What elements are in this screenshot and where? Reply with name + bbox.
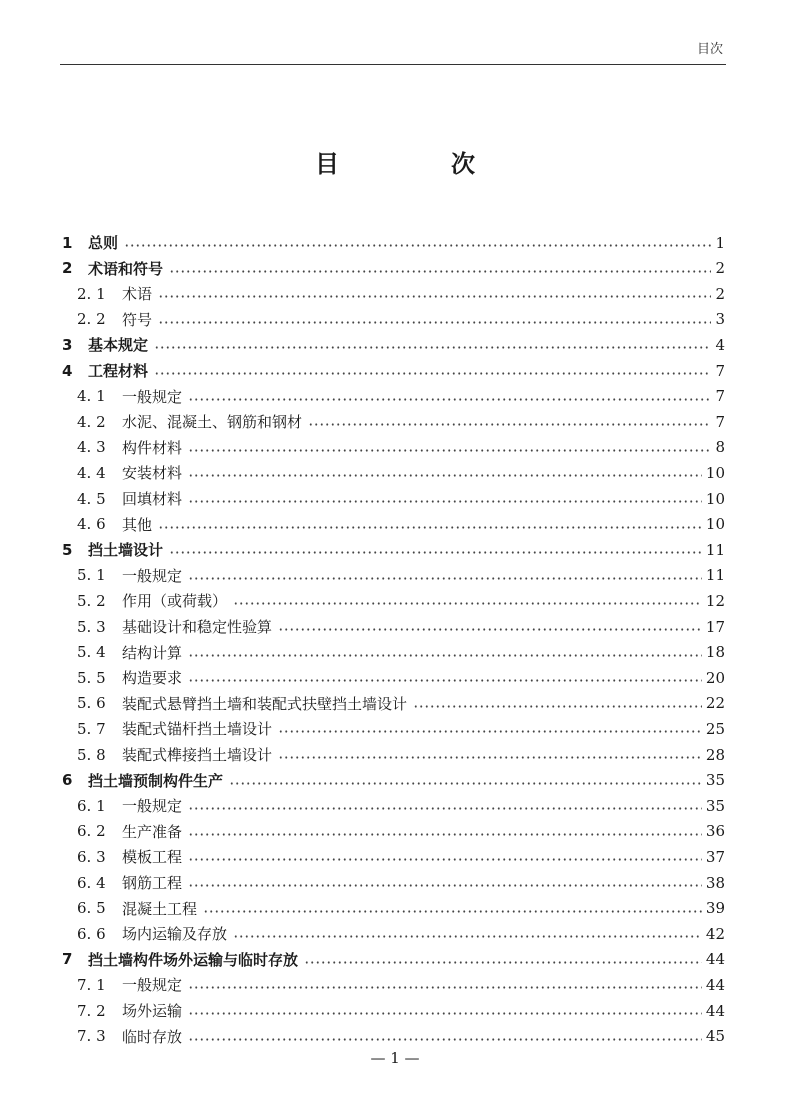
toc-title: 术语 (122, 285, 153, 304)
toc-number: 4. 1 (77, 387, 106, 406)
toc-leader-dots (304, 947, 702, 972)
toc-title: 一般规定 (122, 387, 183, 406)
page-number-footer: — 1 — (370, 1049, 420, 1067)
toc-number: 4. 3 (77, 438, 106, 457)
toc-leader-dots (154, 358, 711, 383)
toc-number: 7. 3 (77, 1027, 106, 1046)
toc-number: 5. 6 (77, 694, 106, 713)
toc-page-number: 11 (705, 566, 725, 585)
toc-chapter-row[interactable] (0, 332, 790, 357)
toc-number: 2. 1 (77, 284, 106, 303)
toc-leader-dots (188, 665, 702, 690)
toc-leader-dots (278, 716, 702, 741)
toc-page-number: 44 (705, 975, 725, 994)
toc-leader-dots (188, 486, 702, 511)
toc-leader-dots (188, 793, 702, 818)
toc-number: 3 (62, 335, 73, 354)
toc-leader-dots (169, 256, 711, 281)
toc-number: 4 (62, 361, 73, 380)
toc-page-number: 8 (715, 438, 725, 457)
toc-number: 2 (62, 259, 73, 278)
toc-number: 6. 6 (77, 924, 106, 943)
toc-section-row[interactable] (0, 972, 790, 997)
toc-chapter-row[interactable] (0, 256, 790, 281)
toc-page-number: 45 (705, 1027, 725, 1046)
toc-section-row[interactable] (0, 281, 790, 306)
toc-number: 7. 1 (77, 975, 106, 994)
toc-number: 6. 3 (77, 847, 106, 866)
toc-page-number: 2 (715, 259, 725, 278)
toc-section-row[interactable] (0, 435, 790, 460)
toc-section-row[interactable] (0, 1024, 790, 1049)
header-rule (60, 64, 726, 65)
toc-leader-dots (188, 384, 711, 409)
toc-chapter-row[interactable] (0, 358, 790, 383)
toc-number: 6. 5 (77, 899, 106, 918)
toc-page-number: 12 (705, 591, 725, 610)
toc-page-number: 25 (705, 719, 725, 738)
toc-section-row[interactable] (0, 512, 790, 537)
toc-section-row[interactable] (0, 793, 790, 818)
toc-title: 其他 (122, 515, 153, 534)
toc-section-row[interactable] (0, 307, 790, 332)
toc-title: 总则 (88, 234, 119, 252)
toc-section-row[interactable] (0, 588, 790, 613)
toc-page-number: 28 (705, 745, 725, 764)
toc-page-number: 3 (715, 310, 725, 329)
toc-leader-dots (188, 972, 702, 997)
toc-number: 6. 4 (77, 873, 106, 892)
toc-title: 结构计算 (122, 643, 183, 662)
toc-leader-dots (124, 230, 711, 255)
toc-section-row[interactable] (0, 716, 790, 741)
toc-section-row[interactable] (0, 614, 790, 639)
toc-title: 符号 (122, 310, 153, 329)
toc-page-number: 7 (715, 412, 725, 431)
toc-title: 钢筋工程 (122, 874, 183, 892)
toc-title: 一般规定 (122, 566, 183, 585)
toc-page-number: 4 (715, 335, 725, 354)
toc-title: 术语和符号 (88, 259, 164, 278)
toc-page-number: 18 (705, 643, 725, 662)
toc-title: 装配式锚杆挡土墙设计 (122, 720, 273, 739)
toc-chapter-row[interactable] (0, 947, 790, 972)
toc-page-number: 22 (705, 694, 725, 713)
toc-section-row[interactable] (0, 819, 790, 844)
toc-title: 临时存放 (122, 1027, 183, 1046)
toc-title: 回填材料 (122, 490, 183, 508)
toc-title: 一般规定 (122, 976, 183, 995)
toc-title: 一般规定 (122, 797, 183, 816)
toc-title: 基本规定 (88, 336, 149, 355)
toc-page-number: 36 (705, 822, 725, 841)
toc-section-row[interactable] (0, 486, 790, 511)
toc-title: 基础设计和稳定性验算 (122, 618, 273, 636)
toc-title: 混凝土工程 (122, 899, 198, 918)
toc-section-row[interactable] (0, 870, 790, 895)
toc-number: 7 (62, 950, 73, 969)
toc-page-number: 7 (715, 387, 725, 406)
running-header: 目次 (697, 42, 724, 57)
toc-number: 6 (62, 771, 73, 790)
toc-leader-dots (233, 588, 702, 613)
toc-page-number: 44 (705, 1001, 725, 1020)
toc-section-row[interactable] (0, 742, 790, 767)
page-title: 目 次 (315, 150, 519, 178)
toc-title: 场外运输 (122, 1002, 183, 1020)
toc-number: 4. 6 (77, 515, 106, 534)
toc-number: 5. 7 (77, 719, 106, 738)
toc-page-number: 38 (705, 873, 725, 892)
toc-title: 挡土墙构件场外运输与临时存放 (88, 950, 299, 969)
toc-leader-dots (169, 537, 702, 562)
toc-page-number: 10 (705, 463, 725, 482)
toc-page-number: 20 (705, 668, 725, 687)
toc-leader-dots (188, 563, 702, 588)
toc-number: 4. 2 (77, 412, 106, 431)
toc-leader-dots (188, 870, 702, 895)
toc-page-number: 42 (705, 924, 725, 943)
toc-page-number: 10 (705, 515, 725, 534)
toc-number: 6. 2 (77, 822, 106, 841)
toc-title: 安装材料 (122, 464, 183, 483)
toc-number: 5. 8 (77, 745, 106, 764)
toc-number: 5. 1 (77, 566, 106, 585)
toc-leader-dots (233, 921, 702, 946)
toc-leader-dots (203, 896, 702, 921)
toc-number: 7. 2 (77, 1001, 106, 1020)
toc-section-row[interactable] (0, 563, 790, 588)
toc-leader-dots (188, 998, 702, 1023)
toc-page-number: 17 (705, 617, 725, 636)
toc-page-number: 44 (705, 950, 725, 969)
toc-page-number: 10 (705, 489, 725, 508)
toc-leader-dots (188, 1024, 702, 1049)
toc-title: 作用（或荷载） (122, 592, 228, 611)
toc-number: 6. 1 (77, 796, 106, 815)
toc-title: 工程材料 (88, 362, 149, 380)
toc-leader-dots (278, 614, 702, 639)
toc-section-row[interactable] (0, 665, 790, 690)
toc-page-number: 39 (705, 899, 725, 918)
toc-leader-dots (154, 332, 711, 357)
toc-leader-dots (188, 819, 702, 844)
toc-page-number: 1 (715, 233, 725, 252)
toc-title: 构造要求 (122, 669, 183, 688)
toc-number: 5 (62, 540, 73, 559)
toc-title: 水泥、混凝土、钢筋和钢材 (122, 413, 303, 432)
toc-number: 5. 3 (77, 617, 106, 636)
toc-number: 1 (62, 233, 73, 252)
toc-leader-dots (188, 844, 702, 869)
toc-leader-dots (413, 691, 702, 716)
toc-leader-dots (158, 281, 711, 306)
toc-section-row[interactable] (0, 844, 790, 869)
toc-section-row[interactable] (0, 691, 790, 716)
toc-leader-dots (278, 742, 702, 767)
toc-section-row[interactable] (0, 896, 790, 921)
toc-title: 构件材料 (122, 438, 183, 457)
toc-section-row[interactable] (0, 998, 790, 1023)
toc-leader-dots (188, 640, 702, 665)
toc-page-number: 7 (715, 361, 725, 380)
toc-title: 装配式悬臂挡土墙和装配式扶壁挡土墙设计 (122, 694, 408, 713)
toc-title: 装配式榫接挡土墙设计 (122, 746, 273, 764)
toc-section-row[interactable] (0, 409, 790, 434)
toc-chapter-row[interactable] (0, 537, 790, 562)
toc-leader-dots (158, 512, 702, 537)
toc-title: 场内运输及存放 (122, 925, 228, 944)
toc-number: 5. 2 (77, 591, 106, 610)
toc-leader-dots (188, 435, 711, 460)
toc-number: 2. 2 (77, 310, 106, 329)
toc-title: 挡土墙预制构件生产 (88, 771, 224, 790)
toc-number: 4. 4 (77, 463, 106, 482)
toc-title: 挡土墙设计 (88, 541, 164, 560)
toc-section-row[interactable] (0, 460, 790, 485)
toc-number: 5. 4 (77, 643, 106, 662)
toc-number: 5. 5 (77, 668, 106, 687)
toc-leader-dots (308, 409, 711, 434)
toc-page-number: 37 (705, 847, 725, 866)
toc-leader-dots (188, 460, 702, 485)
toc-number: 4. 5 (77, 489, 106, 508)
toc-page-number: 35 (705, 796, 725, 815)
toc-section-row[interactable] (0, 384, 790, 409)
toc-title: 生产准备 (122, 822, 183, 841)
toc-section-row[interactable] (0, 640, 790, 665)
toc-leader-dots (158, 307, 711, 332)
toc-chapter-row[interactable] (0, 768, 790, 793)
toc-section-row[interactable] (0, 921, 790, 946)
toc-page-number: 2 (715, 284, 725, 303)
toc-page-number: 35 (705, 771, 725, 790)
toc-chapter-row[interactable] (0, 230, 790, 255)
toc-leader-dots (229, 768, 702, 793)
toc-page-number: 11 (705, 540, 725, 559)
toc-title: 模板工程 (122, 848, 183, 867)
